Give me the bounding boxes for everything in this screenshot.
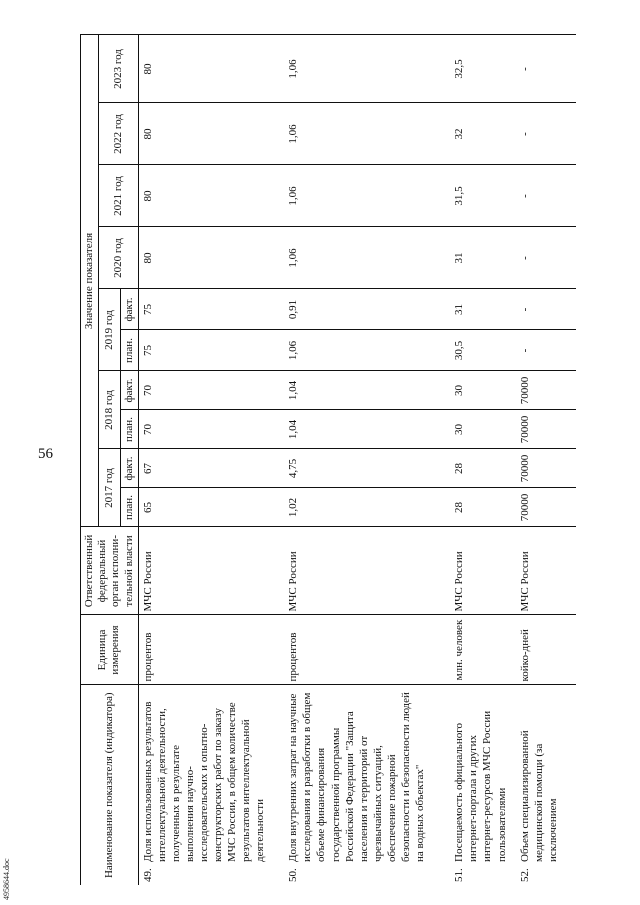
header-2017-plan: план. [120, 488, 138, 527]
value-2018-plan: 1,04 [284, 410, 450, 449]
header-2018-plan: план. [120, 410, 138, 449]
value-2022: - [516, 103, 576, 165]
value-2017-fact: 28 [450, 449, 516, 488]
value-2017-fact: 70000 [516, 449, 576, 488]
indicator-name-cell [450, 685, 516, 885]
page-number: 56 [38, 446, 53, 462]
value-2020: 80 [138, 227, 284, 289]
indicators-table [80, 34, 576, 885]
value-2020: 1,06 [284, 227, 450, 289]
value-2018-fact: 70 [138, 371, 284, 410]
value-2021: 80 [138, 165, 284, 227]
value-2020: 31 [450, 227, 516, 289]
unit-cell: млн. человек [450, 615, 516, 685]
value-2018-fact: 30 [450, 371, 516, 410]
value-2017-plan: 1,02 [284, 488, 450, 527]
value-2021: 1,06 [284, 165, 450, 227]
indicator-name-cell [284, 685, 450, 885]
value-2021: - [516, 165, 576, 227]
indicator-name: Доля использованных результатов интеллектуальной деятельности, полученных в результате выполнения научно-исследовательских и опытно-конструкторских работ по заказу МЧС России, в общем количестве результатов интеллектуальной деятельности [141, 701, 267, 862]
indicator-name: Объем специализированной медицинской помощи (за исключением [519, 730, 560, 862]
header-2018: 2018 год [99, 371, 120, 449]
value-2019-fact: 0,91 [284, 289, 450, 330]
header-2020: 2020 год [99, 227, 139, 289]
value-2017-plan: 28 [450, 488, 516, 527]
value-2019-fact: 75 [138, 289, 284, 330]
rotated-table-sheet [80, 35, 610, 885]
value-2019-plan: 75 [138, 330, 284, 371]
value-2022: 1,06 [284, 103, 450, 165]
document-file-reference: 4958644.doc [2, 858, 11, 900]
unit-cell: койко-дней [516, 615, 576, 685]
value-2018-plan: 70000 [516, 410, 576, 449]
value-2019-fact: - [516, 289, 576, 330]
header-org: Ответственный федеральный орган исполни-тельной власти [81, 527, 139, 615]
value-2017-plan: 65 [138, 488, 284, 527]
value-2017-fact: 67 [138, 449, 284, 488]
org-cell: МЧС России [138, 527, 284, 615]
header-2017-fact: факт. [120, 449, 138, 488]
value-2023: - [516, 35, 576, 103]
indicator-name-cell [138, 685, 284, 885]
header-2023: 2023 год [99, 35, 139, 103]
value-2023: 80 [138, 35, 284, 103]
header-2019-plan: план. [120, 330, 138, 371]
indicator-name-cell [516, 685, 576, 885]
header-2022: 2022 год [99, 103, 139, 165]
table-row [138, 35, 284, 885]
org-cell: МЧС России [450, 527, 516, 615]
value-2022: 80 [138, 103, 284, 165]
indicator-number: 52. [519, 868, 532, 882]
value-2023: 32,5 [450, 35, 516, 103]
unit-cell: процентов [284, 615, 450, 685]
org-cell: МЧС России [516, 527, 576, 615]
value-2018-fact: 1,04 [284, 371, 450, 410]
indicator-number: 50. [287, 868, 300, 882]
value-2019-fact: 31 [450, 289, 516, 330]
value-2018-fact: 70000 [516, 371, 576, 410]
org-cell: МЧС России [284, 527, 450, 615]
value-2017-fact: 4,75 [284, 449, 450, 488]
unit-cell: процентов [138, 615, 284, 685]
header-2021: 2021 год [99, 165, 139, 227]
indicator-name: Посещаемость официального интернет-портала и других интернет-ресурсов МЧС России пользователями [453, 710, 508, 862]
table-row [516, 35, 576, 885]
header-2017: 2017 год [99, 449, 120, 527]
header-name: Наименование показателя (индикатора) [81, 685, 139, 885]
value-2023: 1,06 [284, 35, 450, 103]
table-row [450, 35, 516, 885]
header-values: Значение показателя [81, 35, 99, 527]
value-2018-plan: 70 [138, 410, 284, 449]
value-2019-plan: 30,5 [450, 330, 516, 371]
header-2019-fact: факт. [120, 289, 138, 330]
header-2018-fact: факт. [120, 371, 138, 410]
header-2019: 2019 год [99, 289, 120, 371]
header-unit: Единица измерения [81, 615, 139, 685]
value-2019-plan: 1,06 [284, 330, 450, 371]
value-2022: 32 [450, 103, 516, 165]
value-2019-plan: - [516, 330, 576, 371]
indicator-number: 51. [453, 868, 466, 882]
value-2018-plan: 30 [450, 410, 516, 449]
table-row [284, 35, 450, 885]
indicator-number: 49. [141, 868, 154, 882]
value-2017-plan: 70000 [516, 488, 576, 527]
value-2021: 31,5 [450, 165, 516, 227]
indicator-name: Доля внутренних затрат на научные исследования и разработки в общем объеме финансирования государственной программы Российской Федерации "Защита населения и территорий от чрезвычайных ситуаций, обеспечение пожарной безопасности и безопасности людей на водных объектах" [287, 692, 427, 862]
value-2020: - [516, 227, 576, 289]
